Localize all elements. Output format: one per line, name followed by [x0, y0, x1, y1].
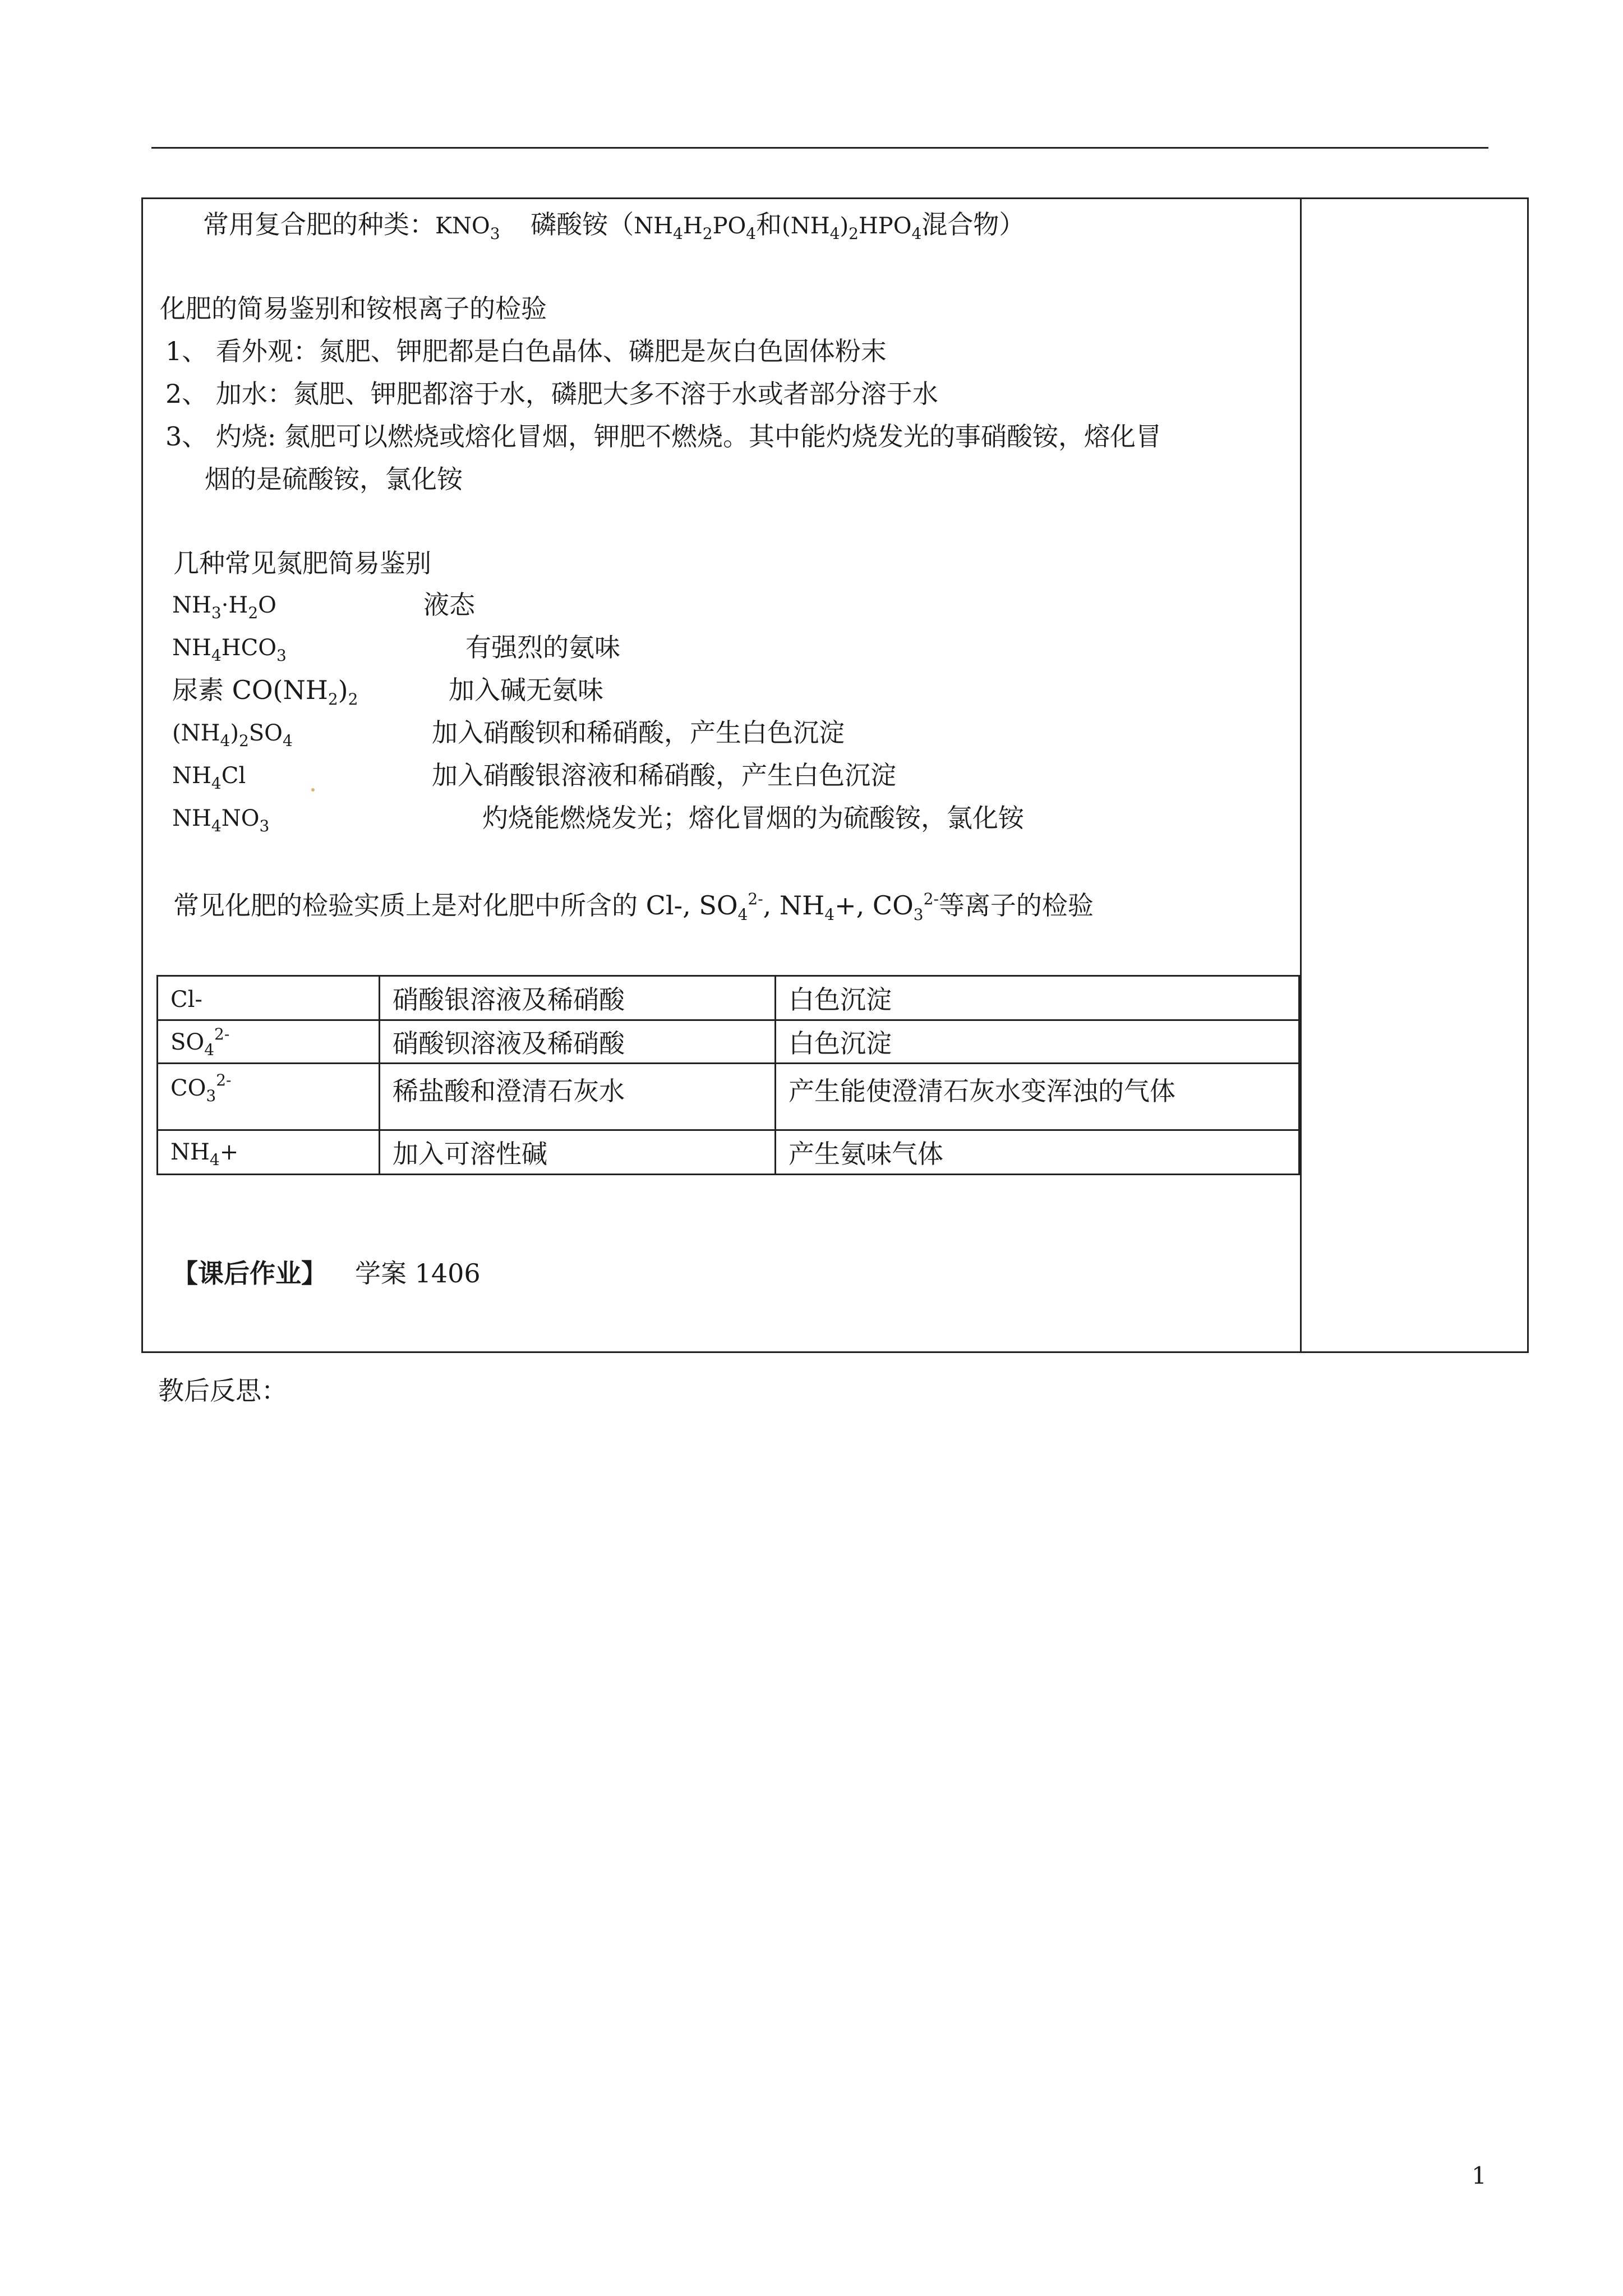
- homework-line: [172, 1258, 481, 1289]
- table-row: [158, 1020, 1299, 1064]
- fertilizer-desc: 加入硝酸钡和稀硝酸，产生白色沉淀: [432, 717, 845, 748]
- identify-title: 几种常见氮肥简易鉴别: [173, 548, 431, 578]
- table-row: [158, 1130, 1299, 1175]
- result-cell: 白色沉淀: [776, 976, 1299, 1020]
- fertilizer-desc: 加入碱无氨味: [449, 675, 603, 705]
- lesson-table: [141, 197, 1529, 1353]
- ion-cell: $CO_3^{2-}$: [158, 1064, 380, 1130]
- fertilizer-formula: $NH_4Cl$: [172, 763, 246, 793]
- fertilizer-desc: 有强烈的氨味: [465, 632, 620, 662]
- ion-cell: Cl-: [158, 976, 380, 1020]
- reagent-cell: 硝酸银溶液及稀硝酸: [380, 976, 776, 1020]
- step-water: 2、 加水：氮肥、钾肥都溶于水，磷肥大多不溶于水或者部分溶于水: [165, 379, 938, 409]
- fertilizer-desc: 加入硝酸银溶液和稀硝酸，产生白色沉淀: [432, 760, 896, 790]
- table-row: [158, 1064, 1299, 1130]
- step-burning-cont: 烟的是硫酸铵，氯化铵: [205, 464, 463, 494]
- section-title: 化肥的简易鉴别和铵根离子的检验: [160, 293, 547, 324]
- fertilizer-formula: $NH_4HCO_3$: [172, 635, 287, 665]
- result-cell: 产生氨味气体: [776, 1130, 1299, 1175]
- homework-label: 【课后作业】: [172, 1258, 327, 1289]
- fertilizer-formula: $NH_4NO_3$: [172, 806, 270, 835]
- speck-mark: [311, 788, 315, 792]
- table-row: [158, 976, 1299, 1020]
- fertilizer-formula: 尿素 $CO(NH_2)_2$: [172, 675, 358, 708]
- column-divider: [1300, 199, 1302, 1351]
- teaching-reflection: 教后反思：: [158, 1375, 287, 1406]
- fertilizer-desc: 液态: [423, 590, 475, 620]
- ion-test-table: [156, 975, 1300, 1175]
- result-cell: 白色沉淀: [776, 1020, 1299, 1064]
- homework-value: 学案 1406: [355, 1258, 481, 1289]
- fertilizer-formula: $NH_3\cdot H_2O$: [172, 592, 276, 622]
- reagent-cell: 加入可溶性碱: [380, 1130, 776, 1175]
- reagent-cell: 稀盐酸和澄清石灰水: [380, 1064, 776, 1130]
- header-rule: [151, 147, 1488, 149]
- reagent-cell: 硝酸钡溶液及稀硝酸: [380, 1020, 776, 1064]
- fertilizer-formula: $(NH_4)_2SO_4$: [172, 720, 293, 750]
- fertilizer-desc: 灼烧能燃烧发光；熔化冒烟的为硫酸铵，氯化铵: [482, 803, 1024, 833]
- step-appearance: 1、 看外观：氮肥、钾肥都是白色晶体、磷肥是灰白色固体粉末: [165, 336, 887, 366]
- page-number: 1: [1472, 2162, 1487, 2189]
- step-burning: 3、 灼烧: 氮肥可以燃烧或熔化冒烟，钾肥不燃烧。其中能灼烧发光的事硝酸铵，熔化冒: [165, 421, 1162, 452]
- ion-cell: $NH_4+$: [158, 1130, 380, 1175]
- compound-fertilizer-line: 常用复合肥的种类：$KNO_3$ 磷酸铵（$NH_4H_2PO_4$和$(NH_4)_2HPO_4$混合物）: [203, 209, 1025, 243]
- essence-line: 常见化肥的检验实质上是对化肥中所含的 Cl-, $SO_4^{2-}$, $NH_4+$, $CO_3^{2-}$等离子的检验: [173, 890, 1094, 924]
- result-cell: 产生能使澄清石灰水变浑浊的气体: [776, 1064, 1299, 1130]
- ion-cell: $SO_4^{2-}$: [158, 1020, 380, 1064]
